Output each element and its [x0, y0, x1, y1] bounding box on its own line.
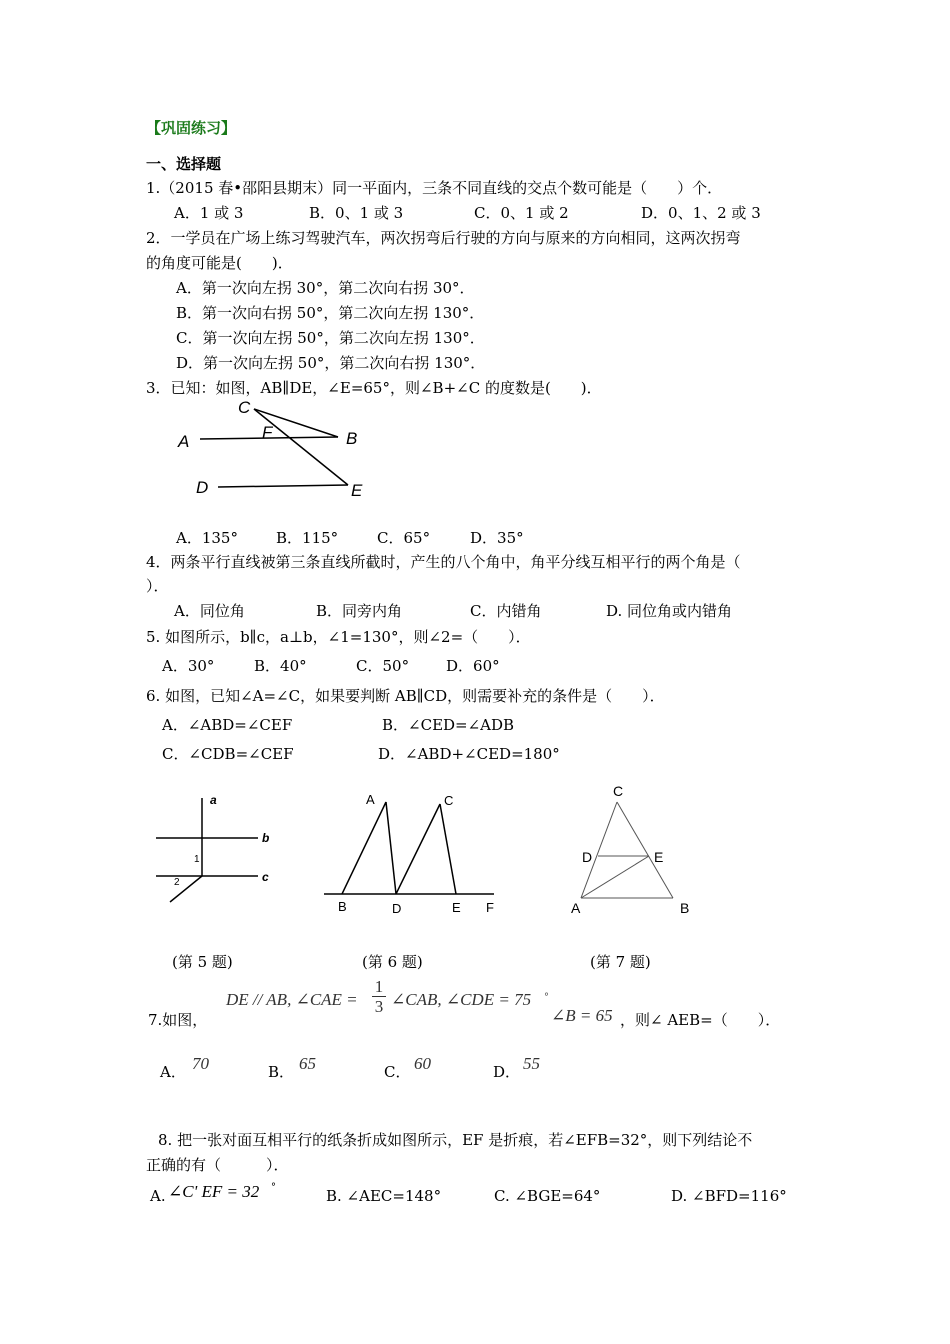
q5-option-b: B．40° — [254, 657, 307, 675]
q7-label-c: C — [613, 783, 624, 799]
q3-label-f: F — [262, 423, 273, 442]
q7-option-d-letter: D． — [493, 1063, 521, 1081]
q7-label-a: A — [571, 900, 581, 916]
q6-stem: 6. 如图，已知∠A=∠C，如果要判断 AB∥CD，则需要补充的条件是（ ）． — [146, 687, 665, 705]
section-title: 【巩固练习】 — [146, 119, 237, 137]
q6-label-d: D — [392, 901, 402, 916]
q3-stem: 3．已知：如图，AB∥DE，∠E=65°，则∠B+∠C 的度数是( )． — [146, 379, 602, 397]
q7-condition-part1: DE // AB, ∠CAE = — [226, 990, 358, 1009]
q6-caption: (第 6 题) — [362, 953, 423, 971]
q7-option-a-value: 70 — [192, 1054, 209, 1073]
q1-option-c: C．0、1 或 2 — [474, 204, 569, 222]
q2-stem-line1: 2．一学员在广场上练习驾驶汽车，两次拐弯后行驶的方向与原来的方向相同，这两次拐弯 — [146, 229, 741, 247]
q5-label-b: b — [262, 831, 270, 845]
q3-label-c: C — [238, 398, 251, 417]
q8-stem-line1: 8. 把一张对面互相平行的纸条折成如图所示，EF 是折痕，若∠EFB=32°，则下列结论不 — [158, 1131, 753, 1149]
q5-option-d: D．60° — [446, 657, 500, 675]
q3-option-a: A．135° — [176, 529, 238, 547]
q3-option-b: B．115° — [276, 529, 339, 547]
line-ba — [342, 802, 386, 894]
q6-figure — [320, 788, 500, 918]
q4-option-b: B．同旁内角 — [316, 602, 403, 620]
q6-option-b: B．∠CED=∠ADB — [382, 716, 515, 734]
line-ce — [440, 804, 456, 894]
q7-frac-num: 1 — [374, 977, 384, 996]
q6-option-c: C．∠CDB=∠CEF — [162, 745, 294, 763]
q7-label-e: E — [654, 849, 664, 865]
q8-stem-line2: 正确的有（ ）． — [146, 1156, 289, 1174]
q3-label-b: B — [346, 429, 358, 448]
q2-option-a: A．第一次向左拐 30°，第二次向右拐 30°． — [176, 279, 475, 297]
q4-stem-line1: 4．两条平行直线被第三条直线所截时，产生的八个角中，角平分线互相平行的两个角是（ — [146, 553, 741, 571]
q3-label-a: A — [178, 432, 190, 451]
q5-label-2: 2 — [174, 877, 180, 888]
q7-label-b: B — [680, 900, 690, 916]
line-dc — [396, 804, 440, 894]
q2-stem-line2: 的角度可能是( )． — [146, 254, 293, 272]
q1-option-d: D．0、1、2 或 3 — [641, 204, 761, 222]
q8-option-d: D. ∠BFD=116° — [671, 1187, 787, 1205]
q5-label-a: a — [210, 793, 217, 807]
q7-option-d-value: 55 — [523, 1054, 540, 1073]
q3-option-d: D．35° — [470, 529, 524, 547]
q2-option-d: D．第一次向左拐 50°，第二次向右拐 130°． — [176, 354, 486, 372]
q6-option-d: D．∠ABD+∠CED=180° — [378, 745, 560, 763]
q6-label-a: A — [366, 792, 375, 807]
q7-option-b-letter: B． — [268, 1063, 295, 1081]
q7-option-b-value: 65 — [299, 1054, 316, 1073]
q6-label-b: B — [338, 899, 347, 914]
q7-frac-den: 3 — [372, 996, 386, 1017]
q1-option-a: A．1 或 3 — [174, 204, 244, 222]
q4-option-a: A．同位角 — [174, 602, 245, 620]
q8-degree-mark: ° — [271, 1182, 276, 1193]
q7-caption: (第 7 题) — [590, 953, 651, 971]
q7-prefix: 7.如图， — [148, 1011, 208, 1029]
line-de — [218, 485, 348, 487]
q7-option-c-value: 60 — [414, 1054, 431, 1073]
part-title: 一、选择题 — [146, 155, 222, 173]
q6-label-e: E — [452, 900, 461, 915]
q7-degree-mark: ° — [544, 992, 549, 1003]
q5-option-a: A．30° — [162, 657, 215, 675]
q3-label-d: D — [196, 478, 209, 497]
q2-option-c: C．第一次向左拐 50°，第二次向左拐 130°． — [176, 329, 485, 347]
q3-figure — [170, 395, 380, 505]
q7-option-a-letter: A． — [160, 1063, 186, 1081]
q8-option-b: B. ∠AEC=148° — [326, 1187, 442, 1205]
q8-option-a-math: ∠C' EF = 32 — [168, 1182, 260, 1201]
q7-condition-part2: ∠CAB, ∠CDE = 75 — [391, 990, 532, 1009]
q5-label-1: 1 — [194, 854, 200, 865]
q7-figure — [565, 780, 705, 920]
q7-fraction — [372, 978, 386, 1017]
q4-option-d: D. 同位角或内错角 — [606, 602, 733, 620]
q5-figure — [150, 790, 280, 910]
q7-suffix: ，则∠ AEB=（ ）． — [620, 1011, 781, 1029]
q5-caption: (第 5 题) — [172, 953, 233, 971]
q5-option-c: C．50° — [356, 657, 410, 675]
q4-option-c: C．内错角 — [470, 602, 542, 620]
q5-label-c: c — [262, 870, 269, 884]
line-ad — [386, 802, 396, 894]
q6-label-c: C — [444, 793, 454, 808]
q7-option-c-letter: C． — [384, 1063, 411, 1081]
q3-option-c: C．65° — [377, 529, 431, 547]
q1-option-b: B．0、1 或 3 — [309, 204, 404, 222]
q6-option-a: A．∠ABD=∠CEF — [162, 716, 293, 734]
q6-label-f: F — [486, 900, 494, 915]
q4-stem-line2: ）． — [146, 577, 169, 595]
line-cb — [617, 802, 673, 898]
q5-stem: 5. 如图所示，b∥c，a⊥b，∠1=130°，则∠2=（ ）． — [146, 628, 531, 646]
q1-stem: 1.（2015 春•邵阳县期末）同一平面内，三条不同直线的交点个数可能是（ ）个． — [146, 179, 723, 197]
q7-condition-part3: ∠B = 65 — [551, 1006, 613, 1025]
q8-option-c: C. ∠BGE=64° — [494, 1187, 601, 1205]
q3-label-e: E — [351, 481, 363, 500]
line-ce — [254, 409, 348, 485]
q2-option-b: B．第一次向右拐 50°，第二次向左拐 130°． — [176, 304, 485, 322]
q8-option-a-prefix: A. — [150, 1187, 166, 1205]
q7-label-d: D — [582, 849, 593, 865]
